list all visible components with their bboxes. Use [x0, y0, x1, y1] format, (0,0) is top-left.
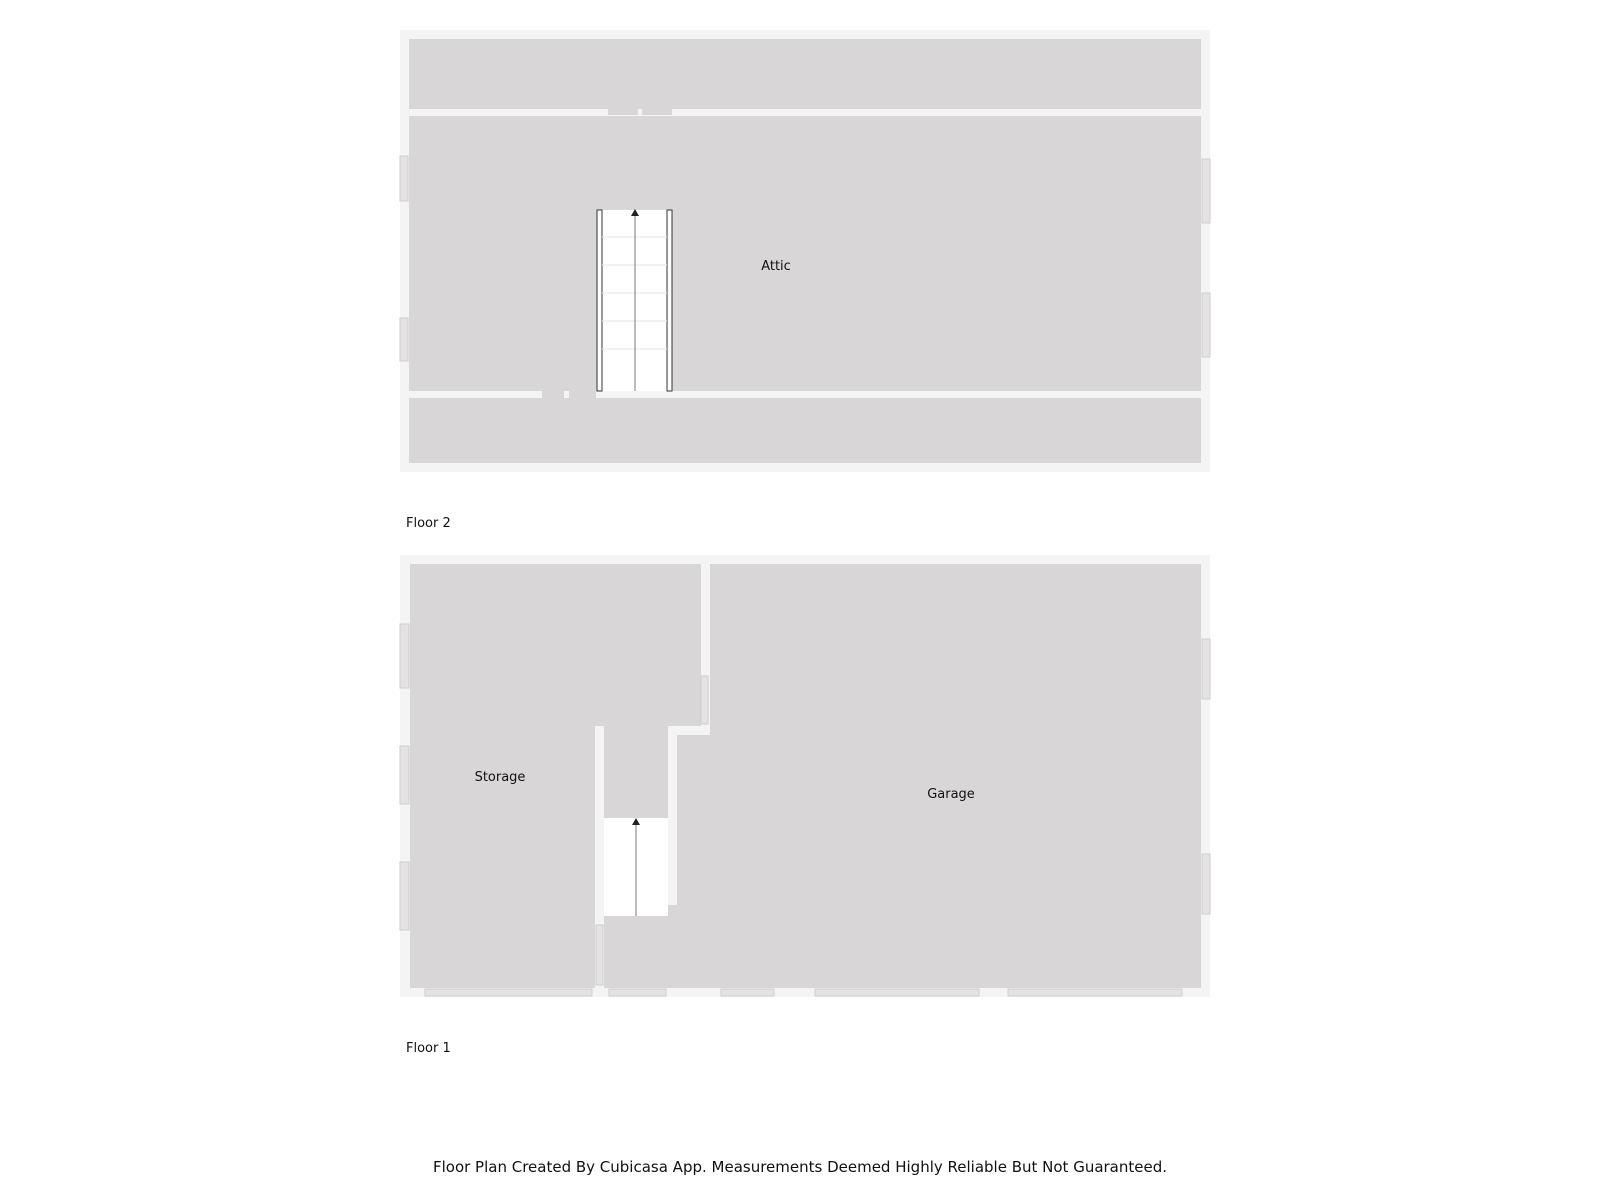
window [400, 862, 409, 930]
garage-annex [668, 905, 678, 988]
room-label-attic: Attic [761, 259, 791, 274]
window [400, 746, 409, 804]
hall-lower-area [604, 916, 668, 988]
hall-area [604, 726, 668, 818]
garage-door [425, 989, 592, 996]
window [1202, 293, 1210, 357]
room-label-garage: Garage [927, 787, 975, 802]
door [609, 989, 666, 996]
room-label-storage: Storage [474, 770, 526, 785]
opening [608, 109, 638, 115]
attic-top-strip [409, 39, 1201, 109]
window [400, 318, 408, 361]
garage-annex [677, 735, 710, 988]
window [400, 624, 409, 688]
stair-rail [597, 210, 602, 391]
floor-1-label: Floor 1 [406, 1041, 451, 1056]
garage-room [710, 564, 1201, 988]
floor-2-label: Floor 2 [406, 516, 451, 531]
floor-2-staircase [597, 209, 672, 391]
floor-1-staircase [604, 818, 668, 916]
opening [542, 391, 564, 398]
window [721, 989, 774, 996]
window [1202, 639, 1210, 699]
opening [642, 109, 672, 115]
attic-room [409, 116, 1201, 391]
floor-1-plan [400, 555, 1210, 1056]
window [400, 156, 408, 201]
door [596, 925, 603, 985]
floor-2-plan [400, 30, 1210, 531]
window [1202, 159, 1210, 223]
storage-upper-area [410, 564, 701, 726]
attic-bottom-strip [409, 398, 1201, 463]
disclaimer-footer: Floor Plan Created By Cubicasa App. Measurements Deemed Highly Reliable But Not Guaranteed. [432, 1158, 1168, 1176]
storage-room [410, 726, 595, 988]
stair-rail [667, 210, 672, 391]
window [1202, 854, 1210, 914]
opening [569, 391, 596, 398]
garage-door [1008, 989, 1182, 996]
door [701, 676, 708, 724]
garage-door [815, 989, 979, 996]
